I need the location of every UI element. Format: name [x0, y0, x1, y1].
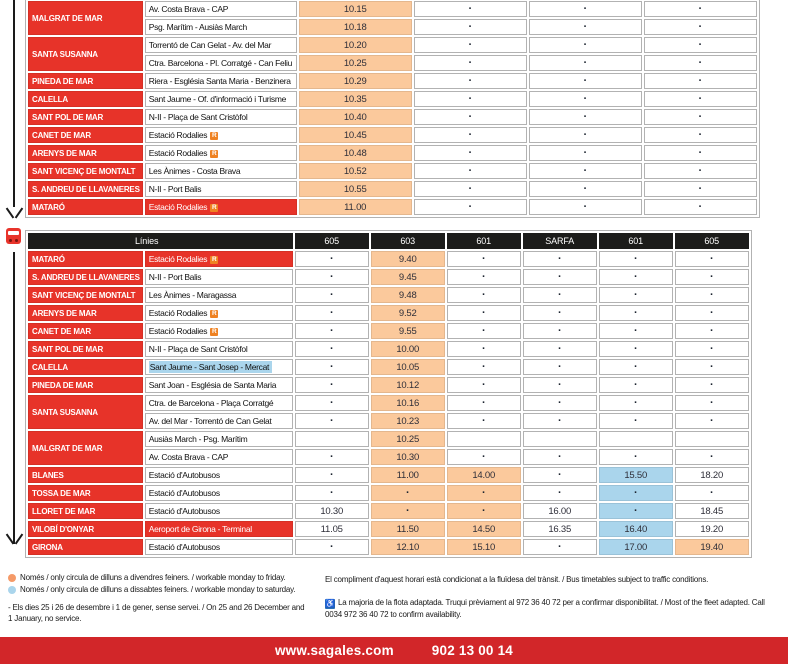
rodalies-icon: R	[212, 310, 217, 317]
time-cell: ·	[447, 449, 521, 465]
town-cell: SANTA SUSANNA	[28, 37, 143, 71]
time-cell: 16.35	[523, 521, 597, 537]
time-cell	[295, 431, 369, 447]
bus-wheels	[9, 239, 12, 242]
time-cell: ·	[675, 395, 749, 411]
time-cell: ·	[675, 251, 749, 267]
time-cell: ·	[529, 91, 642, 107]
stop-cell: Sant Jaume - Of. d'informació i Turisme	[145, 91, 297, 107]
town-cell: CALELLA	[28, 359, 143, 375]
time-cell: 11.00	[299, 199, 412, 215]
time-cell: 10.52	[299, 163, 412, 179]
table-row	[28, 431, 749, 447]
table-row	[28, 199, 757, 215]
town-cell: LLORET DE MAR	[28, 503, 143, 519]
time-cell: ·	[371, 485, 445, 501]
town-cell: MALGRAT DE MAR	[28, 1, 143, 35]
time-cell: 9.40	[371, 251, 445, 267]
rodalies-icon: R	[212, 150, 217, 157]
route-arrowhead-top	[15, 208, 24, 219]
time-cell: ·	[447, 377, 521, 393]
stop-cell: Sant Joan - Església de Santa Maria	[145, 377, 293, 393]
legend-orange	[8, 572, 324, 583]
time-cell: ·	[675, 359, 749, 375]
stop-cell: Estació Rodalies R	[145, 127, 297, 143]
table-row	[28, 341, 749, 357]
table-row	[28, 1, 757, 17]
time-cell: 10.05	[371, 359, 445, 375]
time-cell: ·	[414, 37, 527, 53]
time-cell: ·	[295, 269, 369, 285]
time-cell: ·	[675, 323, 749, 339]
stop-cell: N-II - Port Balis	[145, 269, 293, 285]
service-note: - Els dies 25 i 26 de desembre i 1 de gener, sense servei. / On 25 and 26 December and 1 January, no service.	[8, 603, 305, 623]
stop-cell: Estació d'Autobusos	[145, 503, 293, 519]
stop-cell: Estació Rodalies R	[145, 323, 293, 339]
time-cell: 10.40	[299, 109, 412, 125]
town-cell: MALGRAT DE MAR	[28, 431, 143, 465]
time-cell: ·	[295, 467, 369, 483]
time-cell: ·	[675, 449, 749, 465]
table-row	[28, 91, 757, 107]
time-cell: ·	[529, 55, 642, 71]
stop-cell: Psg. Marítim - Ausiàs March	[145, 19, 297, 35]
stop-cell: N-II - Plaça de Sant Cristòfol	[145, 341, 293, 357]
stop-cell: Les Ànimes - Maragassa	[145, 287, 293, 303]
time-cell: ·	[523, 377, 597, 393]
time-cell: ·	[675, 287, 749, 303]
time-cell: ·	[599, 269, 673, 285]
time-cell: ·	[599, 485, 673, 501]
time-cell: ·	[523, 287, 597, 303]
rodalies-icon: R	[212, 204, 217, 211]
time-cell: 14.00	[447, 467, 521, 483]
time-cell: ·	[599, 413, 673, 429]
time-cell: ·	[644, 127, 757, 143]
time-cell: ·	[644, 73, 757, 89]
route-arrowhead-bottom	[15, 534, 24, 545]
highlighted-stop: Sant Jaume - Sant Josep - Mercat	[149, 361, 272, 373]
stop-cell: Ctra. Barcelona - Pl. Corratgé - Can Feliu	[145, 55, 297, 71]
town-cell: CANET DE MAR	[28, 127, 143, 143]
time-cell: ·	[599, 323, 673, 339]
stop-cell: N-II - Port Balis	[145, 181, 297, 197]
bus-windshield	[8, 231, 19, 235]
time-cell	[599, 431, 673, 447]
time-cell: ·	[644, 1, 757, 17]
legend-orange-text: Només / only circula de dilluns a divendres feiners. / workable monday to friday.	[20, 573, 286, 582]
time-cell: ·	[599, 341, 673, 357]
time-cell: ·	[675, 305, 749, 321]
time-cell: ·	[447, 359, 521, 375]
time-cell	[675, 431, 749, 447]
time-cell: ·	[675, 413, 749, 429]
stop-cell: Av. Costa Brava - CAP	[145, 1, 297, 17]
table-row	[28, 467, 749, 483]
stop-cell: Estació Rodalies R	[145, 305, 293, 321]
time-cell: ·	[599, 287, 673, 303]
table-row	[28, 127, 757, 143]
time-cell: ·	[295, 359, 369, 375]
table-row	[28, 395, 749, 411]
time-cell: 10.18	[299, 19, 412, 35]
time-cell: ·	[295, 377, 369, 393]
wheelchair-icon: ♿	[325, 599, 335, 608]
town-cell: SANT VICENÇ DE MONTALT	[28, 287, 143, 303]
time-cell: ·	[371, 503, 445, 519]
time-cell: 10.48	[299, 145, 412, 161]
time-cell: 19.20	[675, 521, 749, 537]
time-cell: ·	[599, 305, 673, 321]
traffic-note: El compliment d'aquest horari està condicionat a la fluïdesa del trànsit. / Bus timetables subject to traffic conditions.	[325, 575, 709, 584]
time-cell: 9.45	[371, 269, 445, 285]
stop-cell: Estació Rodalies R	[145, 251, 293, 267]
time-cell: ·	[644, 37, 757, 53]
time-cell: ·	[644, 19, 757, 35]
time-cell: ·	[529, 145, 642, 161]
town-cell: CALELLA	[28, 91, 143, 107]
time-cell: ·	[447, 503, 521, 519]
time-cell: ·	[295, 287, 369, 303]
table-row	[28, 37, 757, 53]
time-cell: ·	[529, 109, 642, 125]
legend-blue	[8, 584, 324, 595]
stop-cell: Torrentó de Can Gelat - Av. del Mar	[145, 37, 297, 53]
time-cell: 18.45	[675, 503, 749, 519]
time-cell: 10.16	[371, 395, 445, 411]
time-cell: ·	[523, 539, 597, 555]
town-cell: S. ANDREU DE LLAVANERES	[28, 269, 143, 285]
time-cell: ·	[295, 305, 369, 321]
time-cell: ·	[414, 55, 527, 71]
time-cell: 10.30	[295, 503, 369, 519]
time-cell: 10.20	[299, 37, 412, 53]
stop-cell: Av. Costa Brava - CAP	[145, 449, 293, 465]
time-cell: ·	[675, 341, 749, 357]
time-cell: ·	[295, 395, 369, 411]
rodalies-icon: R	[212, 132, 217, 139]
time-cell: 10.29	[299, 73, 412, 89]
time-cell: ·	[523, 467, 597, 483]
time-cell: ·	[295, 341, 369, 357]
time-cell: ·	[529, 199, 642, 215]
time-cell: ·	[599, 359, 673, 375]
table-row	[28, 539, 749, 555]
time-cell: ·	[675, 485, 749, 501]
time-cell: 11.05	[295, 521, 369, 537]
time-cell: ·	[644, 91, 757, 107]
timetable-table-bottom	[25, 230, 752, 558]
time-cell: ·	[523, 305, 597, 321]
time-cell: 10.25	[299, 55, 412, 71]
time-cell: ·	[447, 251, 521, 267]
time-cell: 10.23	[371, 413, 445, 429]
time-cell: ·	[295, 449, 369, 465]
time-cell	[523, 431, 597, 447]
time-cell: ·	[599, 377, 673, 393]
town-cell: MATARÓ	[28, 199, 143, 215]
stop-cell: Riera - Església Santa Maria - Benzinera	[145, 73, 297, 89]
town-cell: SANTA SUSANNA	[28, 395, 143, 429]
time-cell: 9.52	[371, 305, 445, 321]
time-cell: 11.50	[371, 521, 445, 537]
orange-dot-icon	[8, 574, 16, 582]
time-cell: ·	[675, 269, 749, 285]
header-line-number: 603	[371, 233, 445, 249]
phone-number: 902 13 00 14	[431, 643, 514, 658]
time-cell: 10.25	[371, 431, 445, 447]
time-cell: ·	[644, 199, 757, 215]
time-cell	[447, 431, 521, 447]
time-cell: ·	[447, 485, 521, 501]
time-cell: ·	[414, 109, 527, 125]
time-cell: 10.00	[371, 341, 445, 357]
time-cell: ·	[644, 181, 757, 197]
stop-cell: Estació d'Autobusos	[145, 539, 293, 555]
time-cell: ·	[529, 73, 642, 89]
time-cell: ·	[675, 377, 749, 393]
time-cell: 18.20	[675, 467, 749, 483]
town-cell: MATARÓ	[28, 251, 143, 267]
table-row	[28, 323, 749, 339]
town-cell: GIRONA	[28, 539, 143, 555]
time-cell: ·	[414, 145, 527, 161]
time-cell: ·	[523, 395, 597, 411]
time-cell: ·	[447, 323, 521, 339]
time-cell: 11.00	[371, 467, 445, 483]
table-row	[28, 163, 757, 179]
header-lines: Línies	[28, 233, 293, 249]
route-arrowhead-top	[6, 208, 15, 219]
time-cell: ·	[529, 1, 642, 17]
blue-dot-icon	[8, 586, 16, 594]
time-cell: 10.55	[299, 181, 412, 197]
time-cell: ·	[644, 145, 757, 161]
time-cell: ·	[295, 485, 369, 501]
table-row	[28, 109, 757, 125]
legend-right	[325, 574, 783, 620]
time-cell: 9.48	[371, 287, 445, 303]
route-arrow-line-bottom	[13, 252, 15, 544]
time-cell: 10.35	[299, 91, 412, 107]
accessibility-note	[325, 597, 783, 620]
time-cell: ·	[414, 163, 527, 179]
town-cell: ARENYS DE MAR	[28, 145, 143, 161]
town-cell: SANT POL DE MAR	[28, 109, 143, 125]
website-url: www.sagales.com	[274, 643, 394, 658]
time-cell: ·	[447, 413, 521, 429]
time-cell: 15.10	[447, 539, 521, 555]
table-row	[28, 73, 757, 89]
header-line-number: 605	[295, 233, 369, 249]
stop-cell: Estació d'Autobusos	[145, 485, 293, 501]
time-cell: ·	[414, 91, 527, 107]
time-cell: ·	[414, 73, 527, 89]
town-cell: SANT POL DE MAR	[28, 341, 143, 357]
timetable-table-top	[25, 0, 760, 218]
time-cell: 10.12	[371, 377, 445, 393]
table-row	[28, 287, 749, 303]
stop-cell: Ausiàs March - Psg. Marítim	[145, 431, 293, 447]
time-cell: ·	[529, 37, 642, 53]
time-cell: ·	[447, 269, 521, 285]
time-cell: ·	[599, 251, 673, 267]
time-cell: ·	[529, 19, 642, 35]
town-cell: S. ANDREU DE LLAVANERES	[28, 181, 143, 197]
route-arrow-line-top	[13, 0, 15, 207]
time-cell: 10.30	[371, 449, 445, 465]
legend-blue-text: Només / only circula de dilluns a dissabtes feiners. / workable monday to saturday.	[20, 585, 296, 594]
time-cell: ·	[523, 251, 597, 267]
time-cell: ·	[447, 395, 521, 411]
town-cell: SANT VICENÇ DE MONTALT	[28, 163, 143, 179]
stop-cell: Estació Rodalies R	[145, 199, 297, 215]
time-cell: 14.50	[447, 521, 521, 537]
time-cell: ·	[529, 163, 642, 179]
time-cell: ·	[599, 449, 673, 465]
header-line-number: 601	[447, 233, 521, 249]
time-cell: ·	[295, 323, 369, 339]
top-timetable	[25, 0, 760, 218]
time-cell: ·	[295, 413, 369, 429]
time-cell: 10.15	[299, 1, 412, 17]
table-row	[28, 251, 749, 267]
stop-cell: Estació d'Autobusos	[145, 467, 293, 483]
table-row	[28, 145, 757, 161]
table-row	[28, 503, 749, 519]
time-cell: 9.55	[371, 323, 445, 339]
table-row	[28, 359, 749, 375]
table-row	[28, 521, 749, 537]
time-cell: 12.10	[371, 539, 445, 555]
bottom-timetable	[25, 230, 752, 558]
time-cell: 16.00	[523, 503, 597, 519]
time-cell: ·	[529, 181, 642, 197]
time-cell: 10.45	[299, 127, 412, 143]
table-row	[28, 377, 749, 393]
stop-cell	[145, 359, 293, 375]
town-cell: PINEDA DE MAR	[28, 73, 143, 89]
time-cell: ·	[523, 359, 597, 375]
time-cell: 19.40	[675, 539, 749, 555]
time-cell: ·	[414, 181, 527, 197]
header-line-number: 601	[599, 233, 673, 249]
time-cell: ·	[523, 269, 597, 285]
time-cell: ·	[644, 109, 757, 125]
table-row	[28, 305, 749, 321]
time-cell: ·	[414, 199, 527, 215]
town-cell: TOSSA DE MAR	[28, 485, 143, 501]
accessibility-text: La majoria de la flota adaptada. Truqui prèviament al 972 36 40 72 per a confirmar disponibilitat. / Most of the fleet adapted. Call 0034 972 36 40 72 to confirm availability.	[325, 598, 765, 619]
time-cell: ·	[644, 163, 757, 179]
table-row	[28, 269, 749, 285]
town-cell: PINEDA DE MAR	[28, 377, 143, 393]
stop-cell: Les Ànimes - Costa Brava	[145, 163, 297, 179]
bus-icon	[6, 228, 21, 244]
time-cell: ·	[523, 341, 597, 357]
stop-cell: Ctra. de Barcelona - Plaça Corratgé	[145, 395, 293, 411]
time-cell: ·	[523, 485, 597, 501]
time-cell: ·	[414, 19, 527, 35]
time-cell: 16.40	[599, 521, 673, 537]
time-cell: ·	[523, 449, 597, 465]
header-row	[28, 233, 749, 249]
stop-cell: Aeroport de Girona - Terminal	[145, 521, 293, 537]
time-cell: ·	[523, 413, 597, 429]
town-cell: ARENYS DE MAR	[28, 305, 143, 321]
time-cell: ·	[295, 539, 369, 555]
time-cell: ·	[414, 1, 527, 17]
header-line-number: 605	[675, 233, 749, 249]
stop-cell: Estació Rodalies R	[145, 145, 297, 161]
stop-cell: N-II - Plaça de Sant Cristòfol	[145, 109, 297, 125]
table-row	[28, 181, 757, 197]
time-cell: ·	[599, 503, 673, 519]
time-cell: ·	[447, 305, 521, 321]
header-line-number: SARFA	[523, 233, 597, 249]
town-cell: BLANES	[28, 467, 143, 483]
time-cell: 15.50	[599, 467, 673, 483]
stop-cell: Av. del Mar - Torrentó de Can Gelat	[145, 413, 293, 429]
footer-bar	[0, 637, 788, 664]
town-cell: VILOBÍ D'ONYAR	[28, 521, 143, 537]
town-cell: CANET DE MAR	[28, 323, 143, 339]
time-cell: ·	[447, 287, 521, 303]
time-cell: 17.00	[599, 539, 673, 555]
rodalies-icon: R	[212, 256, 217, 263]
table-row	[28, 485, 749, 501]
time-cell: ·	[414, 127, 527, 143]
time-cell: ·	[523, 323, 597, 339]
time-cell: ·	[447, 341, 521, 357]
time-cell: ·	[295, 251, 369, 267]
time-cell: ·	[644, 55, 757, 71]
legend-left	[8, 572, 324, 624]
time-cell: ·	[529, 127, 642, 143]
time-cell: ·	[599, 395, 673, 411]
rodalies-icon: R	[212, 328, 217, 335]
